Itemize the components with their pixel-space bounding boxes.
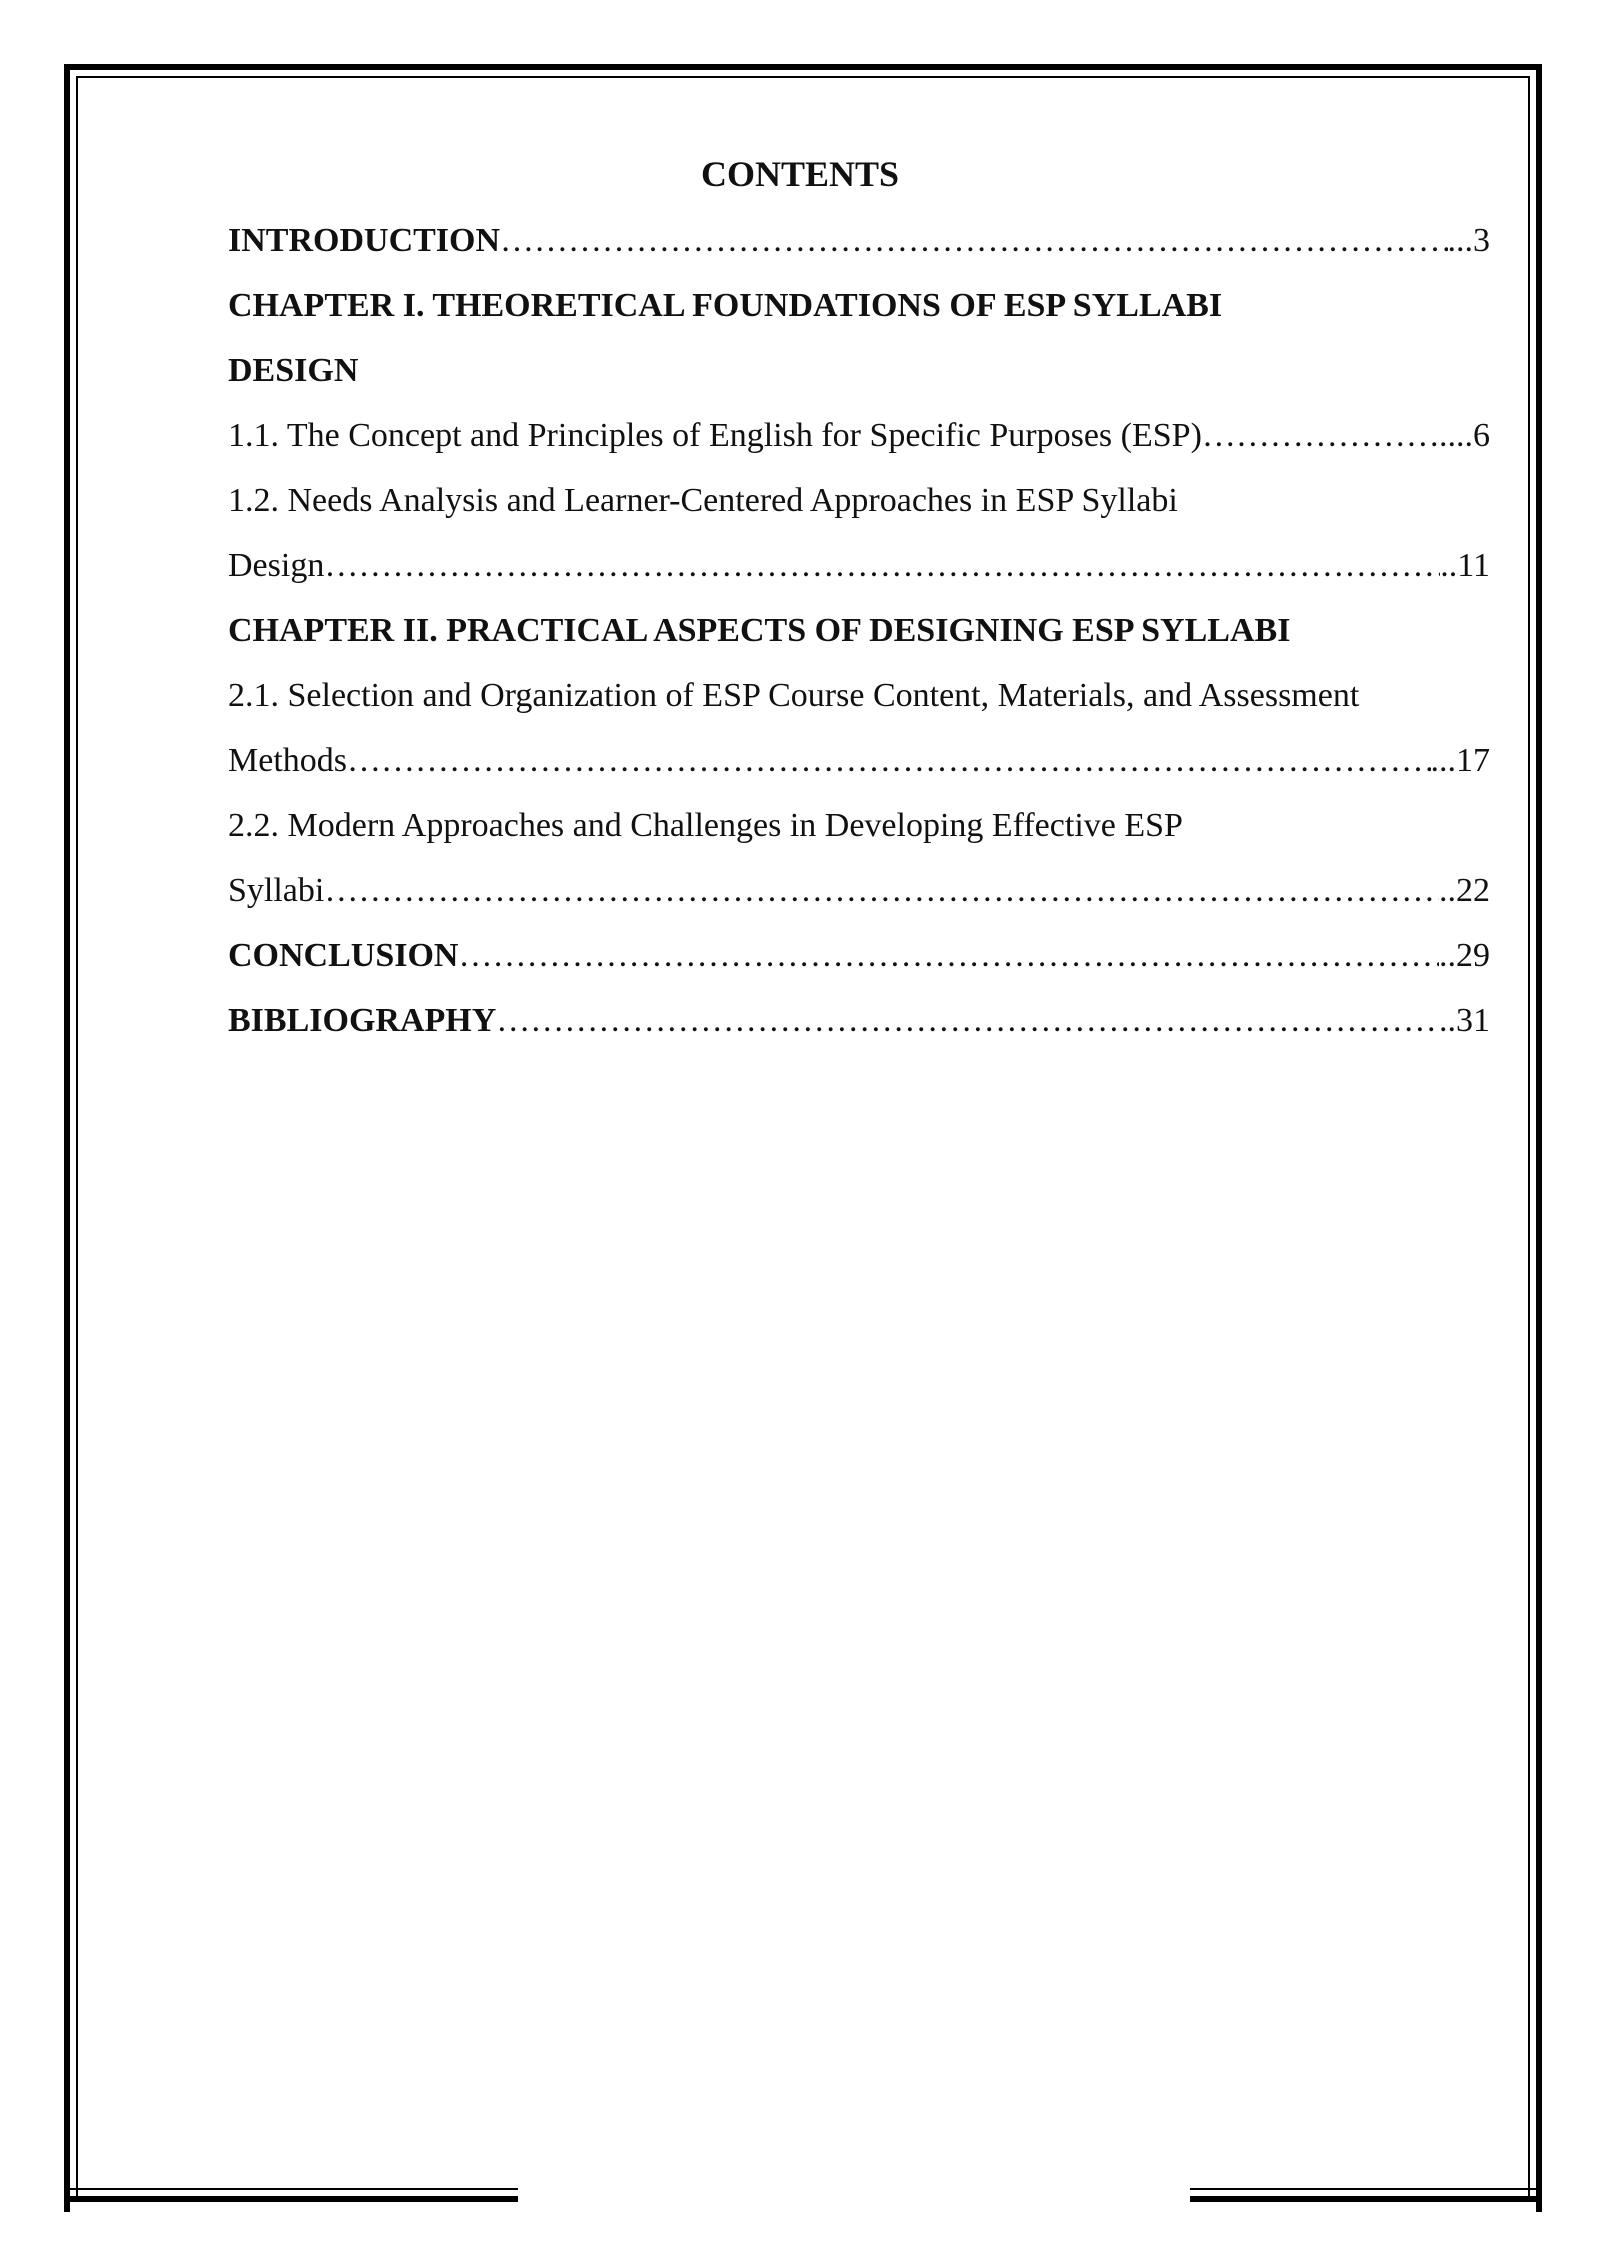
toc-leader-dots	[458, 923, 1439, 988]
toc-leader-dots	[347, 728, 1431, 793]
toc-page-number: ..29	[1439, 937, 1490, 974]
toc-entry-2-1[interactable]	[228, 663, 1490, 728]
toc-entry-label: Methods	[228, 742, 347, 779]
table-of-contents	[228, 208, 1490, 1053]
toc-leader-dots	[1202, 403, 1439, 468]
page-title: CONTENTS	[700, 154, 900, 194]
toc-entry-label: INTRODUCTION	[228, 222, 501, 259]
toc-page-number: ...17	[1430, 742, 1490, 779]
toc-entry-1-1[interactable]	[228, 403, 1490, 468]
toc-entry-chapter-2-heading[interactable]	[228, 598, 1490, 663]
toc-entry-bibliography[interactable]	[228, 988, 1490, 1053]
toc-entry-introduction[interactable]	[228, 208, 1490, 273]
toc-entry-label: Syllabi	[228, 872, 325, 909]
toc-page-number: ...3	[1447, 222, 1490, 259]
toc-entry-label: 2.1. Selection and Organization of ESP Course Content, Materials, and Assessment	[228, 677, 1360, 714]
toc-page-number: ..22	[1439, 872, 1490, 909]
toc-entry-1-2[interactable]	[228, 468, 1490, 533]
toc-leader-dots	[496, 988, 1439, 1053]
toc-entry-label: 2.2. Modern Approaches and Challenges in Developing Effective ESP	[228, 807, 1183, 844]
toc-entry-label: CONCLUSION	[228, 937, 459, 974]
toc-page-number: ..31	[1439, 1002, 1490, 1039]
toc-entry-label: 1.1. The Concept and Principles of English for Specific Purposes (ESP)	[228, 417, 1202, 454]
toc-page-number: ....6	[1439, 417, 1490, 454]
toc-entry-label: 1.2. Needs Analysis and Learner-Centered Approaches in ESP Syllabi	[228, 482, 1178, 519]
toc-entry-label: BIBLIOGRAPHY	[228, 1002, 497, 1039]
toc-entry-2-1-cont[interactable]	[228, 728, 1490, 793]
toc-leader-dots	[324, 533, 1440, 598]
toc-entry-1-2-cont[interactable]	[228, 533, 1490, 598]
toc-entry-conclusion[interactable]	[228, 923, 1490, 988]
toc-entry-chapter-1-heading[interactable]	[228, 273, 1490, 338]
toc-entry-label: Design	[228, 547, 325, 584]
toc-leader-dots	[500, 208, 1447, 273]
toc-entry-2-2[interactable]	[228, 793, 1490, 858]
toc-page-number: ..11	[1440, 547, 1490, 584]
toc-entry-2-2-cont[interactable]	[228, 858, 1490, 923]
toc-entry-chapter-1-heading-cont[interactable]	[228, 338, 1490, 403]
toc-entry-label: CHAPTER II. PRACTICAL ASPECTS OF DESIGNING ESP SYLLABI	[228, 612, 1291, 649]
toc-entry-label: DESIGN	[228, 352, 359, 389]
toc-entry-label: CHAPTER I. THEORETICAL FOUNDATIONS OF ESP SYLLABI	[228, 287, 1223, 324]
toc-leader-dots	[324, 858, 1439, 923]
